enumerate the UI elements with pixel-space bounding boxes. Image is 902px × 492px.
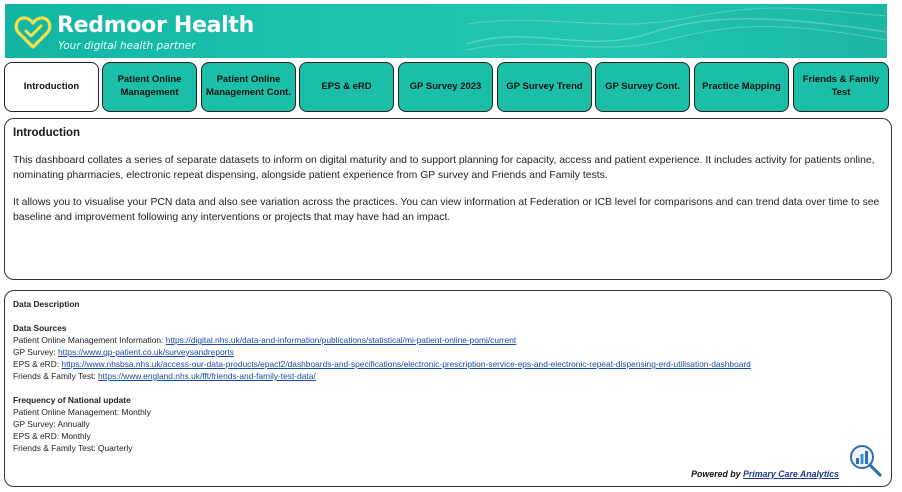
data-source-item: [13, 335, 516, 345]
heart-logo-icon: [14, 14, 52, 50]
header-banner: [5, 4, 887, 58]
data-description-panel: [4, 290, 892, 487]
frequency-item: GP Survey: Annually: [13, 419, 90, 429]
eps-erd-link[interactable]: https://www.nhsbsa.nhs.uk/access-our-data-products/epact2/dashboards-and-specifications/electronic-prescription-service-eps-and-electronic-repeat-dispensing-erd-utilisation-dashboard: [61, 359, 751, 369]
data-source-label: EPS & eRD:: [13, 359, 62, 369]
data-source-item: [13, 359, 751, 369]
primary-care-analytics-link[interactable]: Primary Care Analytics: [742, 469, 839, 479]
data-source-label: Patient Online Management Information:: [13, 335, 166, 345]
data-sources-heading: Data Sources: [13, 323, 67, 333]
pomi-data-link[interactable]: https://digital.nhs.uk/data-and-information/publications/statistical/mi-patient-online-pomi/current: [165, 335, 517, 345]
frequency-item: Patient Online Management: Monthly: [13, 407, 151, 417]
tab-practice-mapping[interactable]: Practice Mapping: [694, 62, 789, 112]
tab-gp-survey-cont[interactable]: GP Survey Cont.: [595, 62, 690, 112]
data-source-item: [13, 371, 316, 381]
data-source-label: Friends & Family Test:: [13, 371, 99, 381]
tab-patient-online-management[interactable]: Patient Online Management: [102, 62, 197, 112]
gp-survey-link[interactable]: https://www.gp-patient.co.uk/surveysandreports: [58, 347, 234, 357]
brand-tagline: Your digital health partner: [58, 40, 196, 52]
frequency-heading: Frequency of National update: [13, 395, 131, 405]
introduction-heading: Introduction: [13, 127, 81, 139]
introduction-paragraph-1: This dashboard collates a series of separate datasets to inform on digital maturity and to support planning for capacity, access and patient experience. It includes activity for patients online, nominating pharmacies, electronic repeat dispensing, alongside patient experience from GP survey and Friends and Family tests.: [13, 155, 875, 181]
frequency-item: EPS & eRD: Monthly: [13, 431, 91, 441]
fft-data-link[interactable]: https://www.england.nhs.uk/fft/friends-and-family-test-data/: [98, 371, 316, 381]
powered-by-prefix: Powered by: [691, 469, 743, 479]
tab-patient-online-management-cont[interactable]: Patient Online Management Cont.: [201, 62, 296, 112]
frequency-item: Friends & Family Test: Quarterly: [13, 443, 133, 453]
data-source-item: [13, 347, 234, 357]
brand-name: Redmoor Health: [57, 13, 254, 38]
banner-wave-decoration: [467, 4, 887, 58]
tab-eps-erd[interactable]: EPS & eRD: [299, 62, 394, 112]
tab-introduction[interactable]: Introduction: [4, 62, 99, 112]
analytics-magnifier-icon: [847, 442, 883, 478]
tab-friends-family-test[interactable]: Friends & Family Test: [793, 62, 889, 112]
introduction-paragraph-2: It allows you to visualise your PCN data and also see variation across the practices. You can view information at Federation or ICB level for comparisons and can trend data over time to see baseline and improvement following any interventions or projects that may have had an impact.: [13, 197, 880, 223]
powered-by-credit: [691, 469, 839, 479]
data-source-label: GP Survey:: [13, 347, 58, 357]
data-description-heading: Data Description: [13, 299, 80, 309]
tab-gp-survey-2023[interactable]: GP Survey 2023: [398, 62, 493, 112]
tab-gp-survey-trend[interactable]: GP Survey Trend: [497, 62, 592, 112]
introduction-panel: [4, 118, 892, 280]
